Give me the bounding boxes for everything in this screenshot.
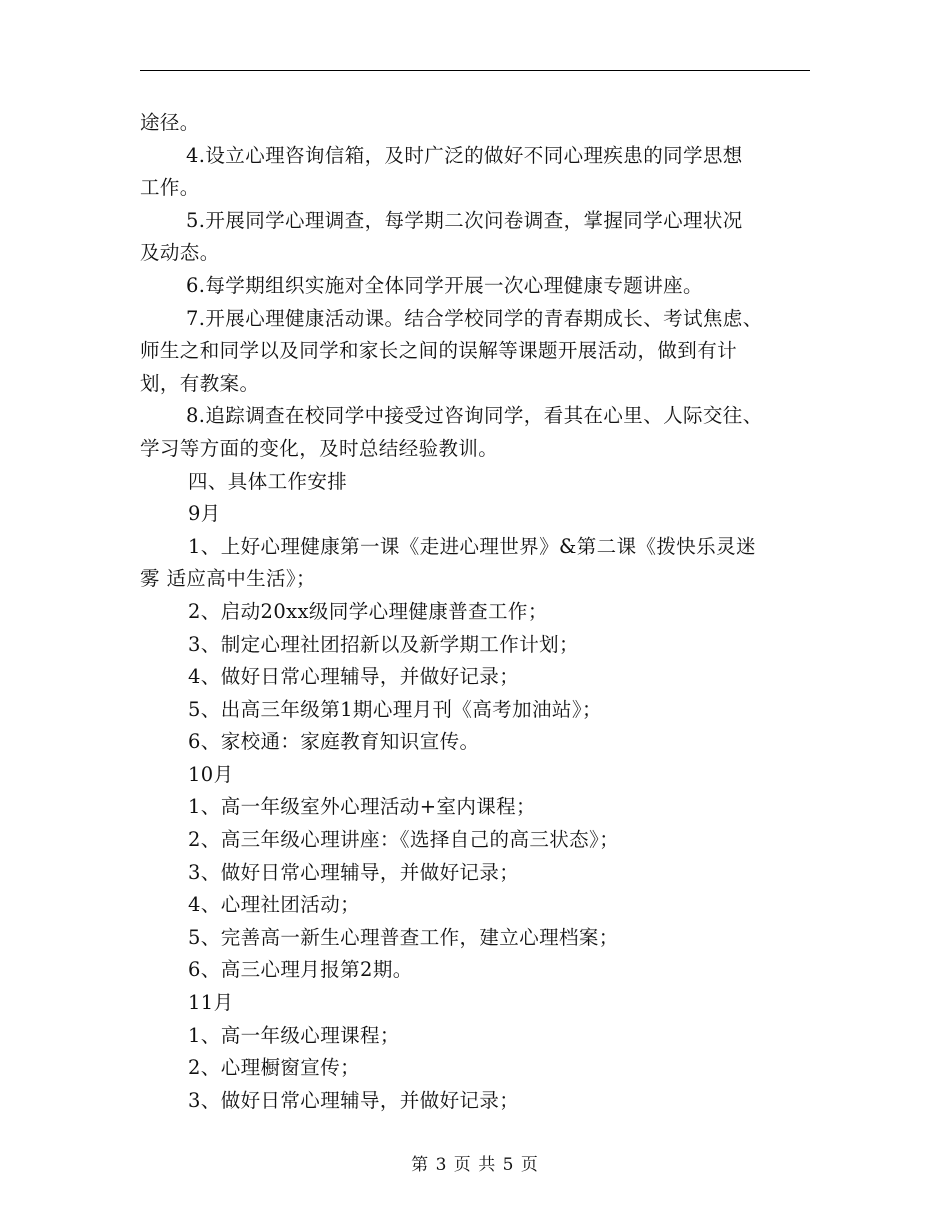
- list-item: 5、完善高一新生心理普查工作，建立心理档案；: [188, 925, 619, 949]
- list-item: 1、上好心理健康第一课《走进心理世界》&第二课《拨快乐灵迷: [188, 534, 756, 558]
- text-line: 8.追踪调查在校同学中接受过咨询同学，看其在心里、人际交往、: [186, 404, 763, 428]
- list-item: 4、做好日常心理辅导，并做好记录；: [188, 665, 520, 689]
- text-line: 5.开展同学心理调查，每学期二次问卷调查，掌握同学心理状况: [186, 208, 743, 232]
- text-line: 及动态。: [140, 241, 220, 265]
- list-item: 1、高一年级室外心理活动+室内课程；: [188, 795, 536, 819]
- header-rule: [140, 70, 810, 71]
- month-heading: 10月: [188, 762, 234, 786]
- month-heading: 9月: [188, 502, 221, 526]
- list-item: 6、高三心理月报第2期。: [188, 958, 413, 982]
- text-line: 途径。: [140, 111, 200, 134]
- list-item: 3、制定心理社团招新以及新学期工作计划；: [188, 632, 579, 656]
- text-line: 划，有教案。: [140, 371, 260, 395]
- list-item: 5、出高三年级第1期心理月刊《高考加油站》；: [188, 697, 602, 721]
- text-line: 师生之和同学以及同学和家长之间的误解等课题开展活动，做到有计: [140, 339, 738, 363]
- text-line: 6.每学期组织实施对全体同学开展一次心理健康专题讲座。: [186, 273, 703, 297]
- section-heading: 四、具体工作安排: [188, 469, 348, 493]
- page-number-footer: 第 3 页 共 5 页: [411, 1155, 539, 1175]
- text-line: 7.开展心理健康活动课。结合学校同学的青春期成长、考试焦虑、: [186, 306, 763, 330]
- list-item: 2、高三年级心理讲座：《选择自己的高三状态》；: [188, 828, 620, 852]
- list-item: 2、启动20xx级同学心理健康普查工作；: [188, 599, 548, 623]
- text-line: 学习等方面的变化，及时总结经验教训。: [140, 436, 499, 460]
- text-line: 工作。: [140, 176, 200, 200]
- month-heading: 11月: [188, 991, 234, 1015]
- list-item: 3、做好日常心理辅导，并做好记录；: [188, 860, 520, 884]
- document-body: [140, 107, 810, 1117]
- list-item: 4、心理社团活动；: [188, 893, 361, 917]
- list-item: 1、高一年级心理课程；: [188, 1023, 400, 1047]
- text-line: 雾 适应高中生活》；: [140, 567, 316, 591]
- list-item: 3、做好日常心理辅导，并做好记录；: [188, 1088, 520, 1112]
- list-item: 6、家校通：家庭教育知识宣传。: [188, 730, 480, 754]
- list-item: 2、心理橱窗宣传；: [188, 1056, 361, 1080]
- text-line: 4.设立心理咨询信箱，及时广泛的做好不同心理疾患的同学思想: [186, 143, 743, 167]
